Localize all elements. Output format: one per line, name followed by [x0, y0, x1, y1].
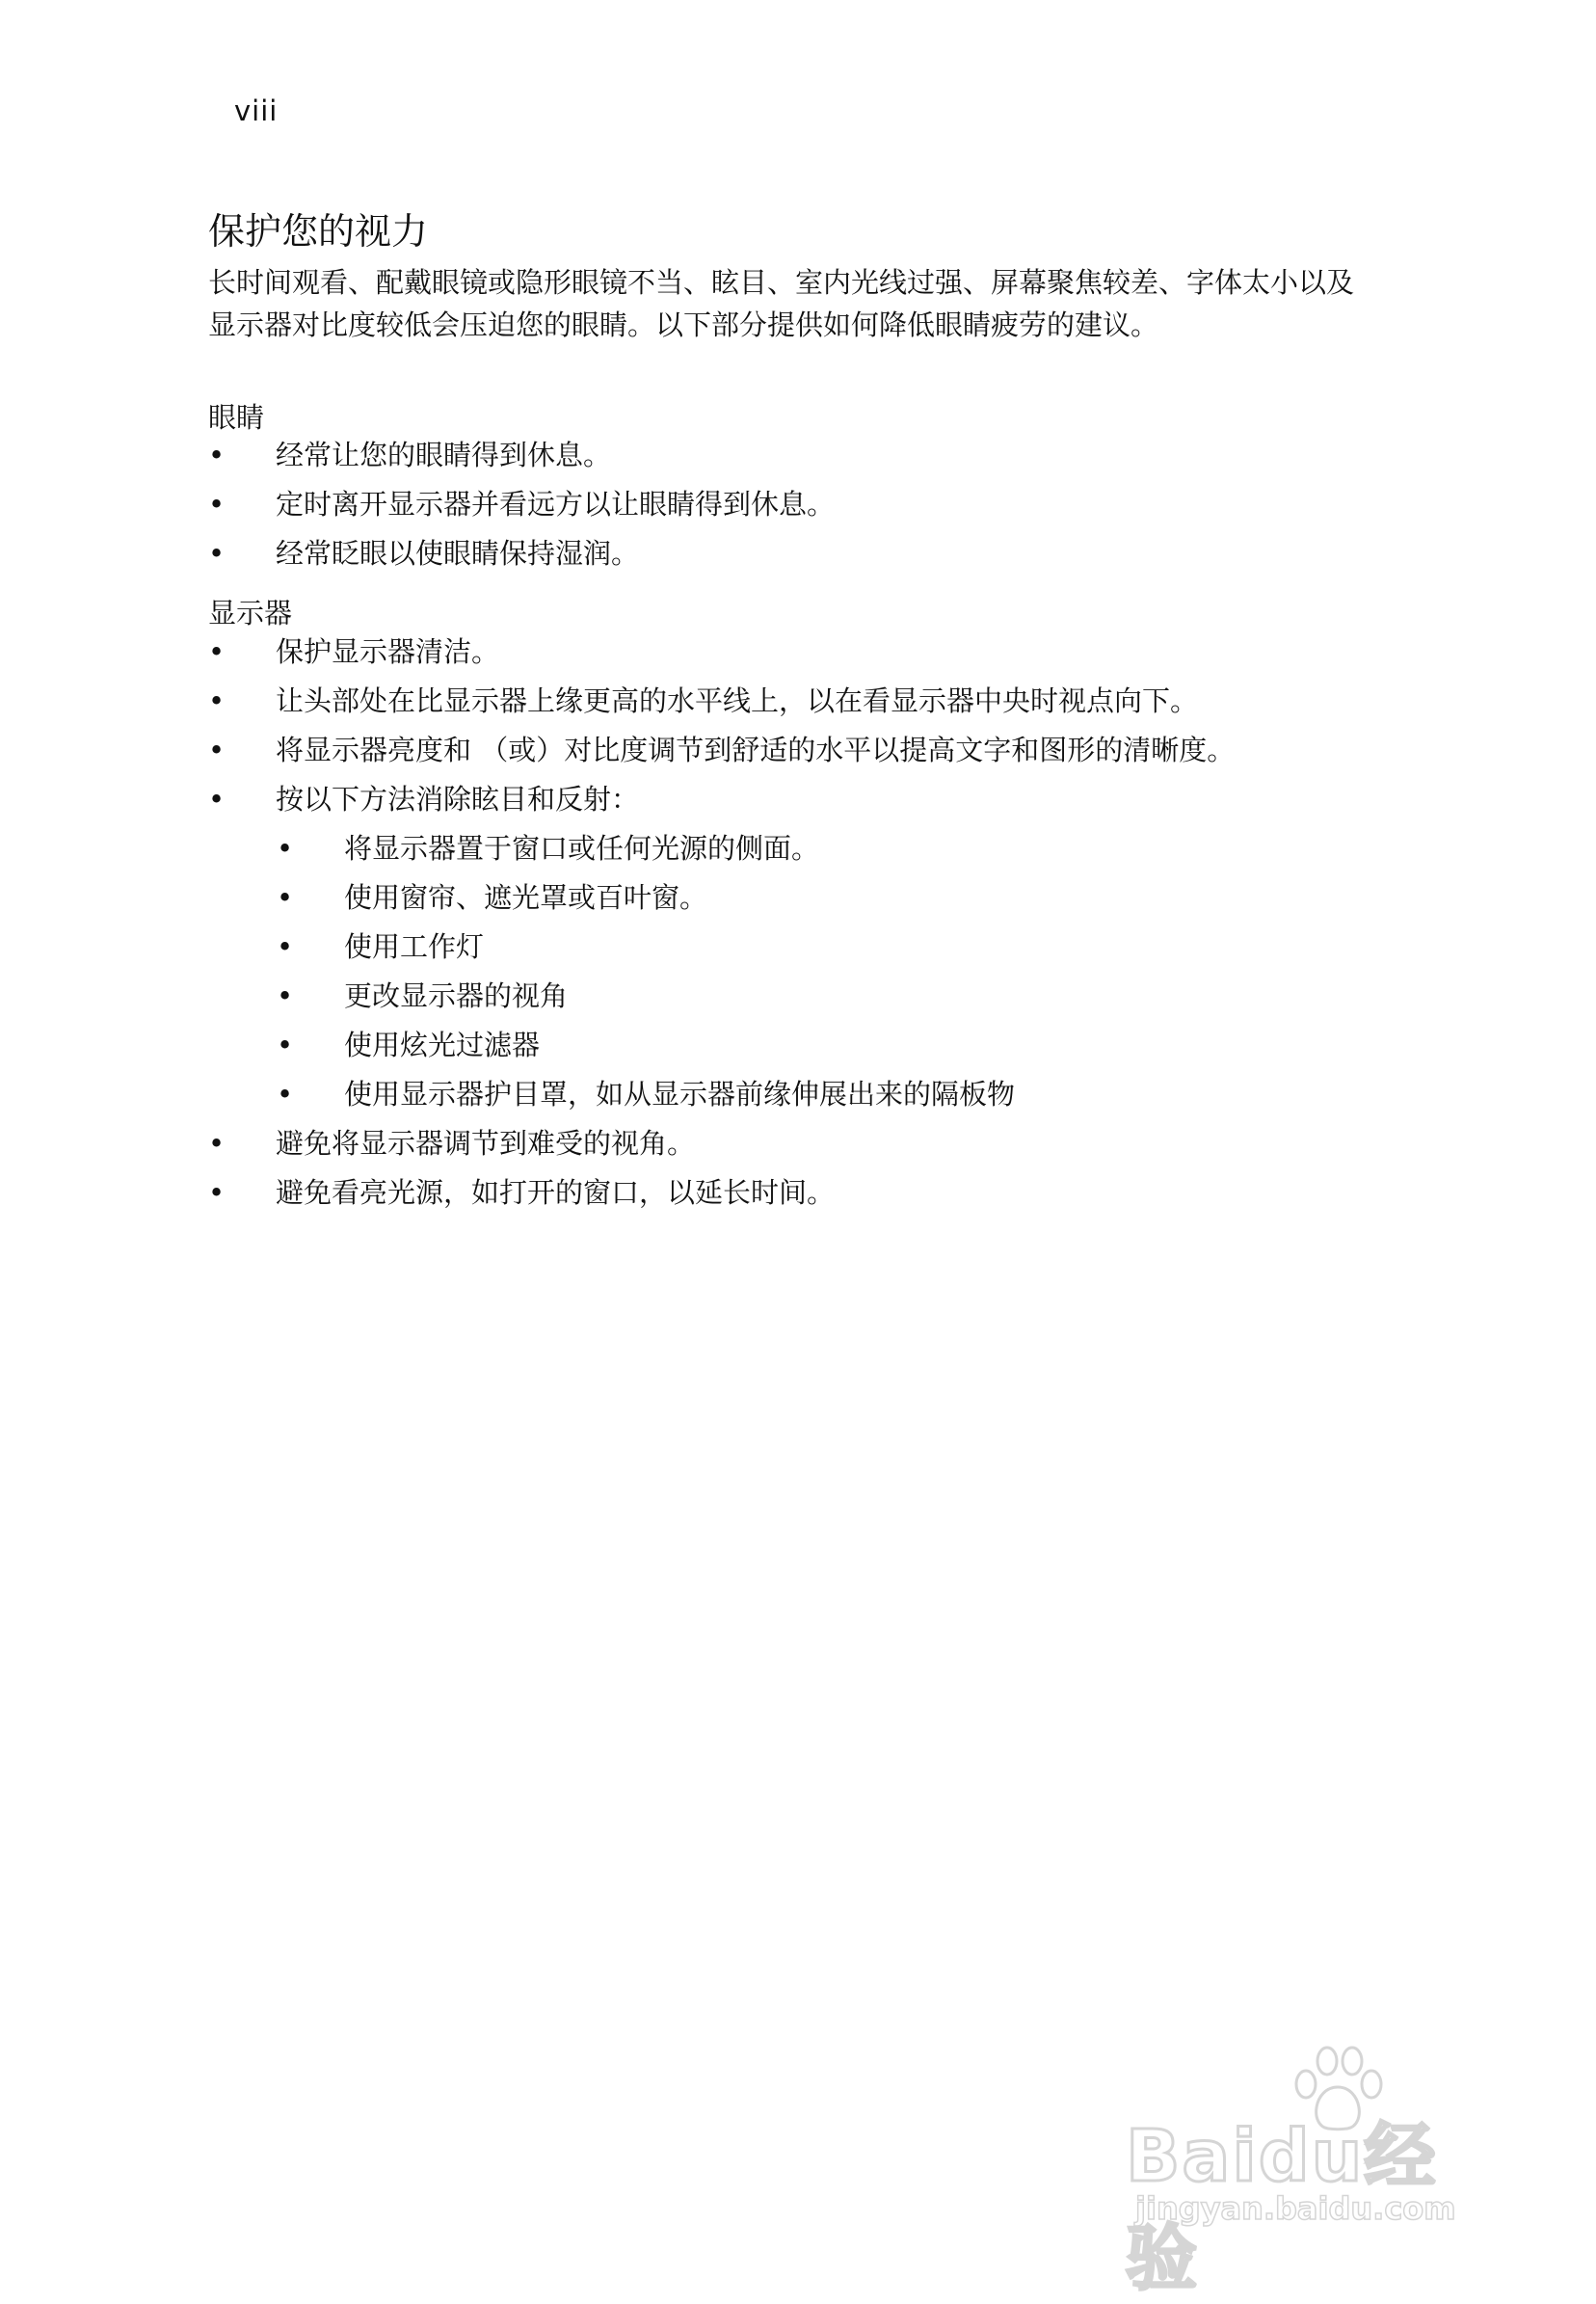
- bullet-icon: •: [208, 635, 226, 668]
- bullet-icon: •: [208, 1127, 226, 1160]
- bullet-icon: •: [208, 1176, 226, 1209]
- baidu-watermark: [1126, 2044, 1492, 2300]
- list-item-text: 经常让您的眼睛得到休息。: [276, 439, 612, 471]
- list-item-text: 避免看亮光源，如打开的窗口，以延长时间。: [276, 1176, 836, 1209]
- list-item-text: 将显示器亮度和 （或）对比度调节到舒适的水平以提高文字和图形的清晰度。: [276, 734, 1236, 766]
- bullet-icon: •: [208, 783, 226, 816]
- sub-list-item-text: 更改显示器的视角: [344, 979, 569, 1012]
- bullet-icon: •: [277, 832, 294, 865]
- bullet-icon: •: [277, 979, 294, 1012]
- watermark-url: jingyan.baidu.com: [1135, 2190, 1456, 2227]
- list-item-text: 让头部处在比显示器上缘更高的水平线上，以在看显示器中央时视点向下。: [276, 684, 1199, 717]
- list-item-text: 定时离开显示器并看远方以让眼睛得到休息。: [276, 488, 836, 521]
- section-title-eyes: 眼睛: [208, 401, 265, 434]
- page-heading: 保护您的视力: [208, 210, 429, 253]
- bullet-icon: •: [277, 1029, 294, 1061]
- bullet-icon: •: [277, 930, 294, 963]
- list-item-text: 避免将显示器调节到难受的视角。: [276, 1127, 696, 1160]
- bullet-icon: •: [277, 881, 294, 914]
- bullet-icon: •: [277, 1078, 294, 1111]
- intro-paragraph: 长时间观看、配戴眼镜或隐形眼镜不当、眩目、室内光线过强、屏幕聚焦较差、字体太小以及显示器对比度较低会压迫您的眼睛。以下部分提供如何降低眼睛疲劳的建议。: [208, 266, 1355, 341]
- bullet-icon: •: [208, 537, 226, 570]
- list-item-text: 保护显示器清洁。: [276, 635, 500, 668]
- sub-list-item-text: 使用显示器护目罩，如从显示器前缘伸展出来的隔板物: [344, 1078, 1016, 1111]
- bullet-icon: •: [208, 734, 226, 766]
- page-number: viii: [234, 94, 279, 127]
- watermark-brand: Baidu经验: [1126, 2115, 1438, 2300]
- bullet-icon: •: [208, 439, 226, 471]
- list-item-text: 按以下方法消除眩目和反射：: [276, 783, 640, 816]
- sub-list-item-text: 使用炫光过滤器: [344, 1029, 541, 1061]
- bullet-icon: •: [208, 684, 226, 717]
- list-item-text: 经常眨眼以使眼睛保持湿润。: [276, 537, 640, 570]
- section-title-display: 显示器: [208, 597, 293, 630]
- sub-list-item-text: 将显示器置于窗口或任何光源的侧面。: [344, 832, 820, 865]
- bullet-icon: •: [208, 488, 226, 521]
- sub-list-item-text: 使用窗帘、遮光罩或百叶窗。: [344, 881, 708, 914]
- sub-list-item-text: 使用工作灯: [344, 930, 485, 963]
